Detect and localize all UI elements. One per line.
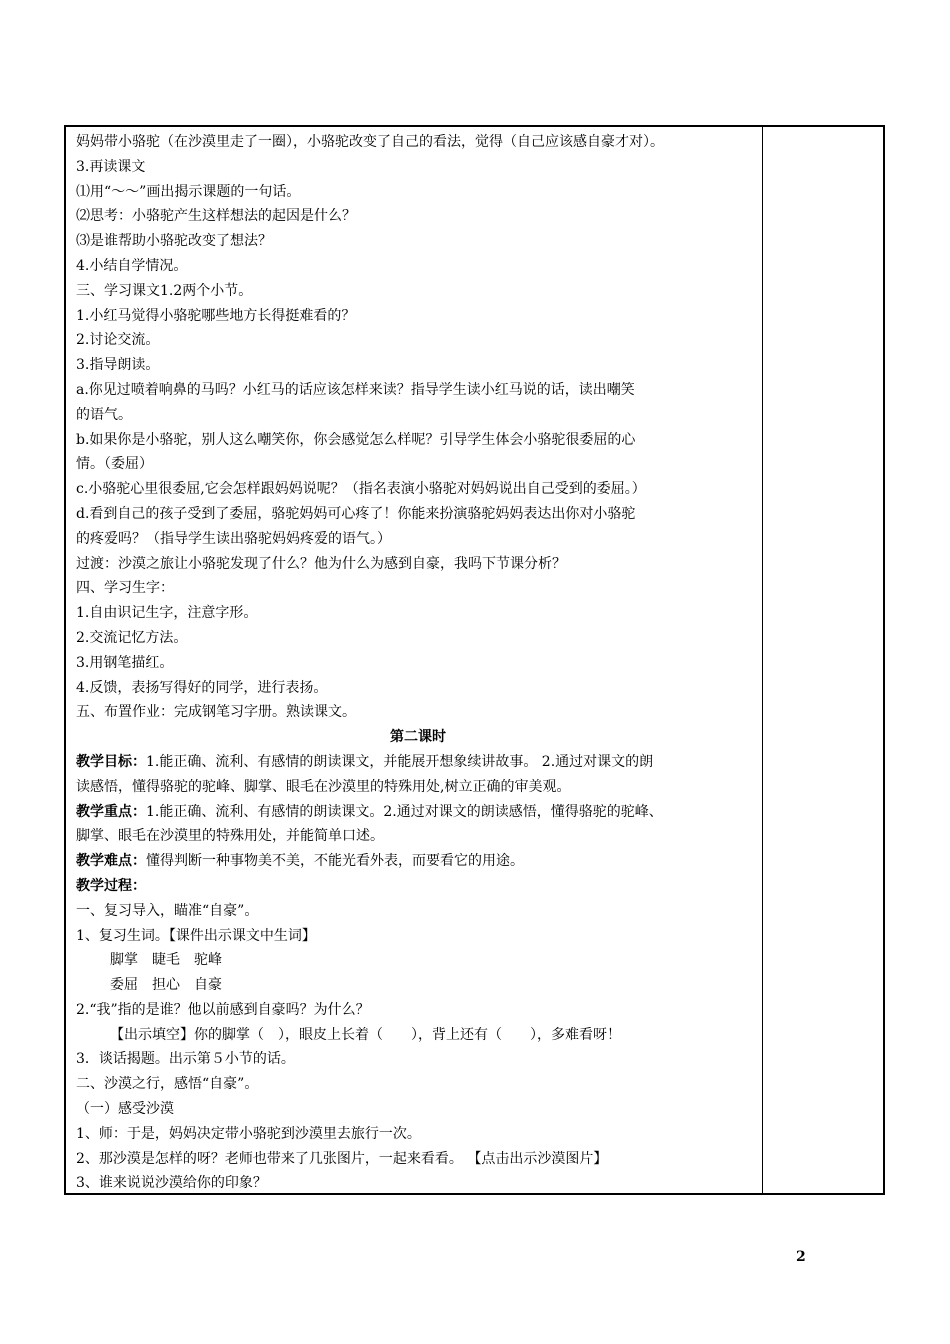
text-line: 2.讨论交流。 (76, 332, 160, 349)
teaching-goal-label: 教学目标： (76, 753, 146, 770)
text-line: 3.指导朗读。 (76, 357, 160, 374)
vocab-words-1: 脚掌 睫毛 驼峰 (110, 952, 222, 969)
teaching-goal-cont: 读感悟，懂得骆驼的驼峰、脚掌、眼毛在沙漠里的特殊用处,树立正确的审美观。 (76, 778, 571, 795)
teaching-key-label: 教学重点： (76, 803, 146, 820)
text-line: 1、复习生词。【课件出示课文中生词】 (76, 927, 316, 944)
teaching-goal-text: 1.能正确、流利、有感情的朗读课文，并能展开想象续讲故事。 2.通过对课文的朗 (146, 753, 654, 770)
text-line: a.你见过喷着响鼻的马吗？小红马的话应该怎样来读？指导学生读小红马说的话，读出嘲笑 (76, 381, 635, 398)
teaching-difficulty-label: 教学难点： (76, 853, 146, 870)
teaching-difficulty-text: 懂得判断一种事物美不美，不能光看外表，而要看它的用途。 (146, 853, 524, 870)
text-line: ⑵思考：小骆驼产生这样想法的起因是什么？ (76, 208, 356, 225)
text-line: 4.小结自学情况。 (76, 257, 188, 274)
teaching-key-text: 1.能正确、流利、有感情的朗读课文。2.通过对课文的朗读感悟，懂得骆驼的驼峰、 (146, 803, 663, 820)
fill-blank-line: 【出示填空】你的脚掌（ ），眼皮上长着（ ），背上还有（ ），多难看呀！ (110, 1026, 621, 1043)
text-line: d.看到自己的孩子受到了委屈，骆驼妈妈可心疼了！你能来扮演骆驼妈妈表达出你对小骆驼 (76, 505, 636, 522)
text-line: 1、师：于是，妈妈决定带小骆驼到沙漠里去旅行一次。 (76, 1125, 421, 1142)
column-divider (762, 127, 763, 1193)
second-lesson-heading: 第二课时 (390, 729, 446, 746)
teaching-goal (76, 750, 760, 775)
text-line: 3、谁来说说沙漠给你的印象？ (76, 1175, 267, 1192)
text-line: 过渡：沙漠之旅让小骆驼发现了什么？他为什么为感到自豪，我吗下节课分析？ (76, 555, 566, 572)
text-line: 三、学习课文1.2两个小节。 (76, 282, 253, 299)
text-line: 二、沙漠之行，感悟“自豪”。 (76, 1076, 259, 1093)
text-line: ⑴用“～～”画出揭示课题的一句话。 (76, 183, 301, 200)
text-line: 3.用钢笔描红。 (76, 654, 174, 671)
text-line: 情。（委屈） (76, 456, 153, 473)
text-line: 4.反馈，表扬写得好的同学，进行表扬。 (76, 679, 328, 696)
text-line: 2.“我”指的是谁？他以前感到自豪吗？为什么？ (76, 1001, 370, 1018)
teaching-key (76, 800, 760, 825)
text-line: 的语气。 (76, 406, 132, 423)
text-line: 妈妈带小骆驼（在沙漠里走了一圈），小骆驼改变了自己的看法，觉得（自己应该感自豪才对）。 (76, 134, 664, 150)
text-line: 的疼爱吗？（指导学生读出骆驼妈妈疼爱的语气。） (76, 530, 391, 547)
text-line: ⑶是谁帮助小骆驼改变了想法？ (76, 233, 272, 250)
text-line: 四、学习生字： (76, 580, 174, 597)
text-line: b.如果你是小骆驼，别人这么嘲笑你，你会感觉怎么样呢？引导学生体会小骆驼很委屈的心 (76, 431, 636, 448)
text-line: 一、复习导入，瞄准“自豪”。 (76, 902, 259, 919)
teaching-key-cont: 脚掌、眼毛在沙漠里的特殊用处，并能简单口述。 (76, 828, 384, 845)
lesson-content (76, 130, 760, 1196)
lesson-plan-table (64, 125, 885, 1195)
page-number: 2 (796, 1249, 806, 1265)
text-line: 3．谈话揭题。出示第５小节的话。 (76, 1051, 295, 1068)
text-line: c.小骆驼心里很委屈,它会怎样跟妈妈说呢？（指名表演小骆驼对妈妈说出自己受到的委屈。） (76, 481, 646, 498)
text-line: 五、布置作业：完成钢笔习字册。熟读课文。 (76, 704, 356, 721)
teaching-process-label (76, 874, 760, 899)
teaching-process-label-text: 教学过程： (76, 877, 146, 894)
teaching-difficulty (76, 849, 760, 874)
text-line: 2、那沙漠是怎样的呀？老师也带来了几张图片，一起来看看。 【点击出示沙漠图片】 (76, 1150, 608, 1167)
text-line: 3.再读课文 (76, 158, 146, 175)
text-line: 1.自由识记生字，注意字形。 (76, 605, 258, 622)
text-line: 2.交流记忆方法。 (76, 629, 188, 646)
vocab-words-2: 委屈 担心 自豪 (110, 977, 222, 994)
text-line: 1.小红马觉得小骆驼哪些地方长得挺难看的？ (76, 307, 356, 324)
text-line: （一）感受沙漠 (76, 1101, 174, 1118)
